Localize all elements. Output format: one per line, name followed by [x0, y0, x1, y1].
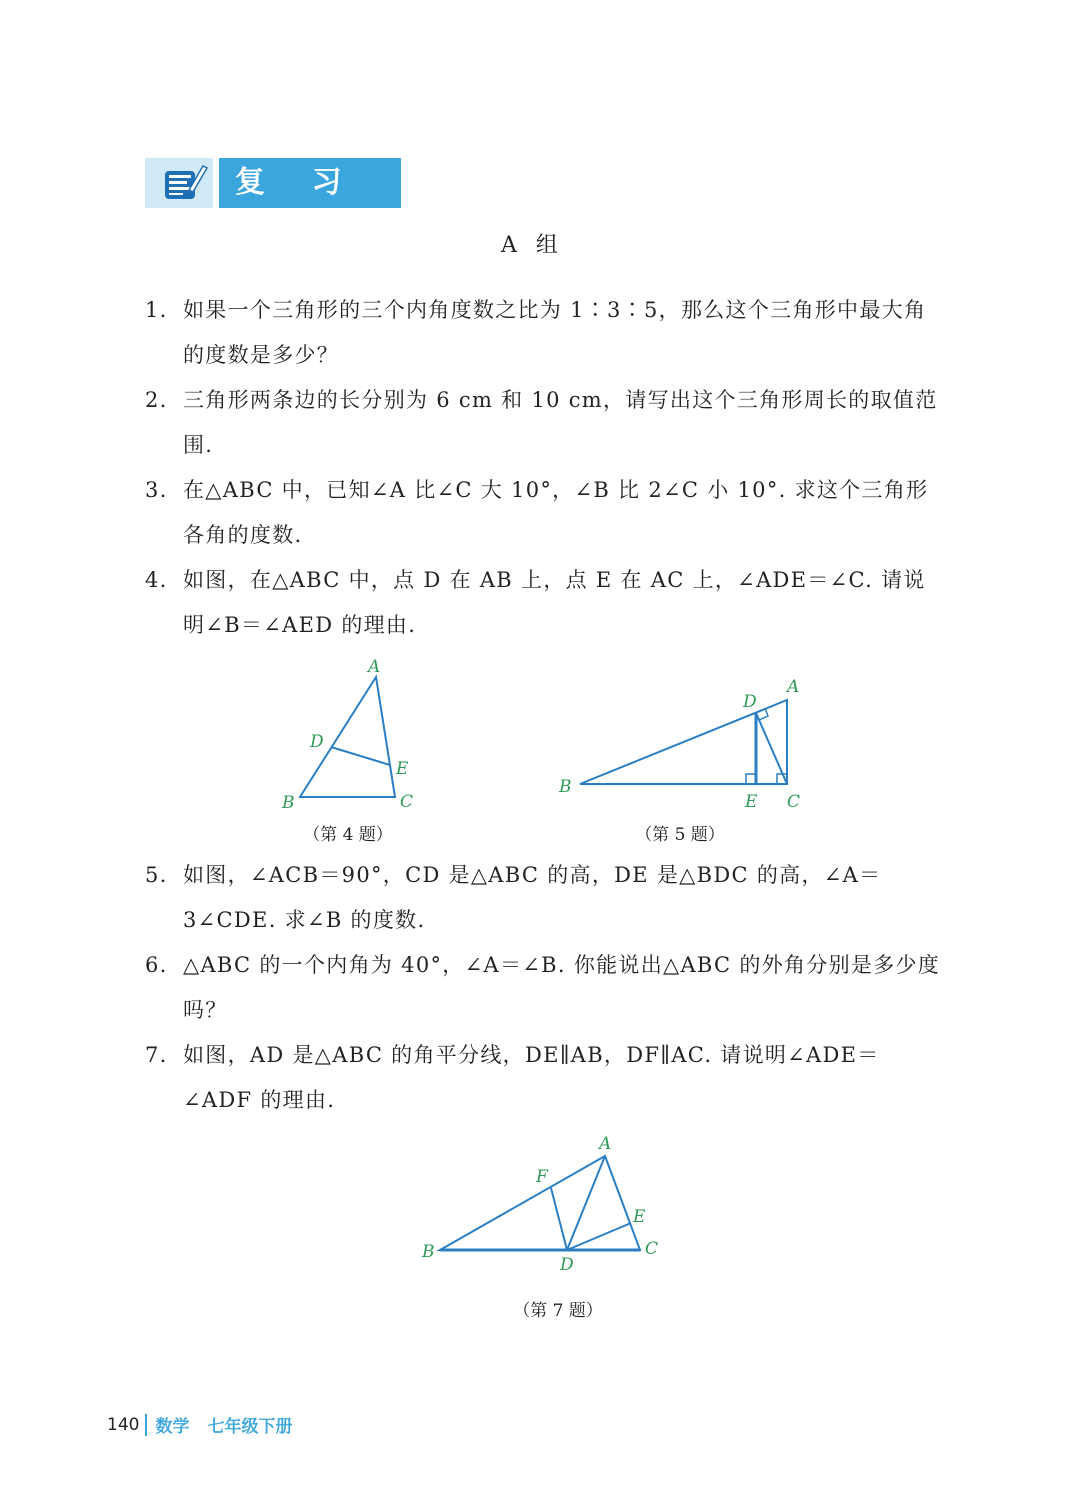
figure-4 [270, 650, 430, 813]
label-e: E [745, 792, 758, 812]
figure-4-caption: （第 4 题） [303, 825, 393, 845]
problem-text: 三角形两条边的长分别为 6 cm 和 10 cm，请写出这个三角形周长的取值范围. [183, 388, 938, 457]
footer-grade: 七年级下册 [207, 1417, 293, 1437]
problem-number: 3. [145, 478, 168, 502]
problem-text: 在△ABC 中，已知∠A 比∠C 大 10°，∠B 比 2∠C 小 10°. 求这个三角形各角的度数. [183, 478, 929, 547]
page-footer [107, 1412, 292, 1437]
problem-text: 如图，AD 是△ABC 的角平分线，DE∥AB，DF∥AC. 请说明∠ADE＝∠ADF 的理由. [183, 1043, 880, 1112]
label-e: E [633, 1207, 646, 1227]
problem-number: 5. [145, 863, 168, 887]
problem-number: 1. [145, 298, 168, 322]
problem-3 [145, 468, 945, 558]
segment-de [331, 747, 390, 765]
footer-subject: 数学 [155, 1417, 190, 1437]
figure-7-caption: （第 7 题） [513, 1301, 603, 1321]
banner-icon-box [145, 158, 213, 208]
label-e: E [396, 759, 409, 779]
figure-5-caption: （第 5 题） [635, 825, 725, 845]
page-title: 复 习 题 [219, 158, 401, 208]
label-a: A [599, 1134, 612, 1154]
label-b: B [282, 793, 295, 813]
problem-number: 7. [145, 1043, 168, 1067]
page-number: 140 [107, 1414, 140, 1435]
segment-df [551, 1188, 567, 1250]
label-a: A [787, 677, 800, 697]
label-d: D [310, 732, 324, 752]
problem-1 [145, 288, 945, 378]
problem-text: 如图，∠ACB＝90°，CD 是△ABC 的高，DE 是△BDC 的高，∠A＝3∠CDE. 求∠B 的度数. [183, 863, 882, 932]
label-b: B [422, 1242, 435, 1262]
section-banner [145, 158, 401, 250]
problem-2 [145, 378, 945, 468]
label-a: A [368, 657, 381, 677]
problem-text: △ABC 的一个内角为 40°，∠A＝∠B. 你能说出△ABC 的外角分别是多少度吗？ [183, 953, 941, 1022]
figure-7 [415, 1130, 675, 1280]
group-title: A 组 [501, 233, 564, 258]
figure-5 [550, 670, 820, 810]
problem-text: 如果一个三角形的三个内角度数之比为 1∶3∶5，那么这个三角形中最大角的度数是多少？ [183, 298, 927, 367]
problem-text: 如图，在△ABC 中，点 D 在 AB 上，点 E 在 AC 上，∠ADE＝∠C. 请说明∠B＝∠AED 的理由. [183, 568, 926, 637]
problem-6 [145, 943, 945, 1033]
label-c: C [645, 1239, 659, 1259]
problem-4 [145, 558, 945, 648]
problem-number: 6. [145, 953, 168, 977]
label-b: B [559, 777, 572, 797]
label-c: C [400, 792, 414, 812]
problem-number: 4. [145, 568, 168, 592]
label-d: D [560, 1255, 574, 1275]
notebook-pen-icon [145, 158, 213, 208]
footer-divider [145, 1414, 147, 1436]
label-c: C [787, 792, 801, 812]
label-d: D [743, 692, 757, 712]
problem-7 [145, 1033, 945, 1123]
label-f: F [536, 1167, 548, 1187]
problem-number: 2. [145, 388, 168, 412]
problem-5 [145, 853, 945, 943]
